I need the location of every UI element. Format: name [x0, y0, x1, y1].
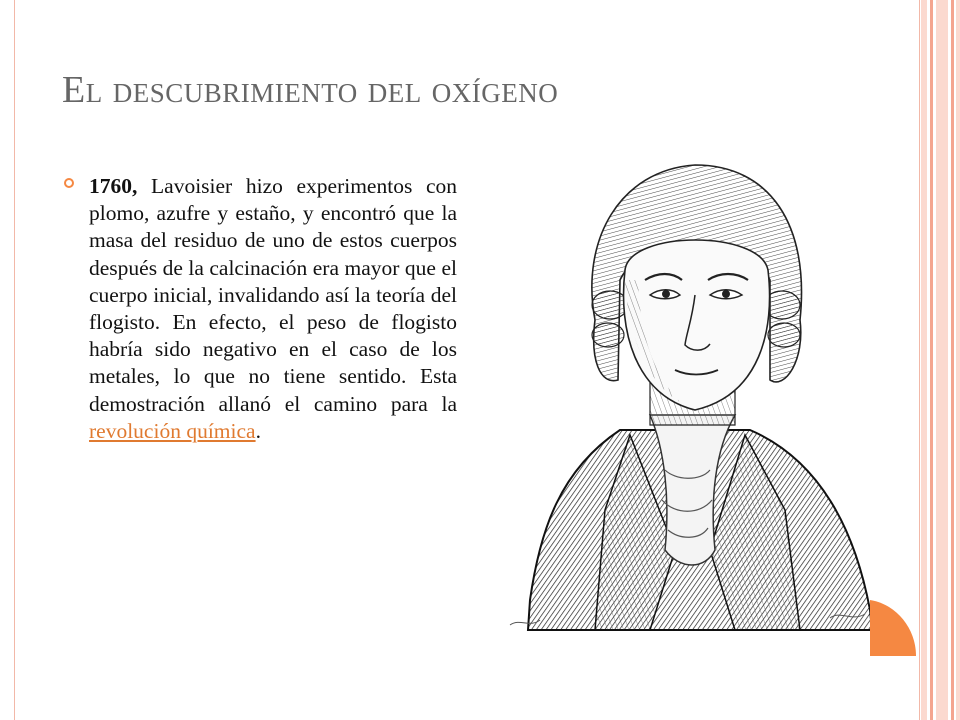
- decor-stripe: [921, 0, 927, 720]
- decor-stripe: [951, 0, 954, 720]
- corner-quarter-circle: [870, 600, 916, 656]
- title-initial: E: [62, 69, 86, 111]
- decor-stripe: [930, 0, 933, 720]
- paragraph-text: Lavoisier hizo experimentos con plomo, azufre y estaño, y encontró que la masa del residuo de uno de estos cuerpos después de la calcinación era mayor que el cuerpo inicial, invalidando así la teoría del flogisto. En efecto, el peso de flogisto habría sido negativo en el caso de los metales, lo que no tiene sentido. Esta demostración allanó el camino para la: [89, 174, 457, 416]
- title-text: l descubrimiento del oxígeno: [85, 69, 559, 111]
- slide-title: [62, 68, 558, 112]
- revolucion-quimica-link[interactable]: revolución química: [89, 418, 256, 443]
- body-paragraph: [89, 173, 457, 445]
- decor-stripe: [956, 0, 960, 720]
- paragraph-end: .: [255, 418, 261, 443]
- decor-stripe: [936, 0, 948, 720]
- bullet-icon: [64, 178, 74, 188]
- year-text: 1760,: [89, 174, 138, 198]
- portrait-image: [500, 130, 890, 650]
